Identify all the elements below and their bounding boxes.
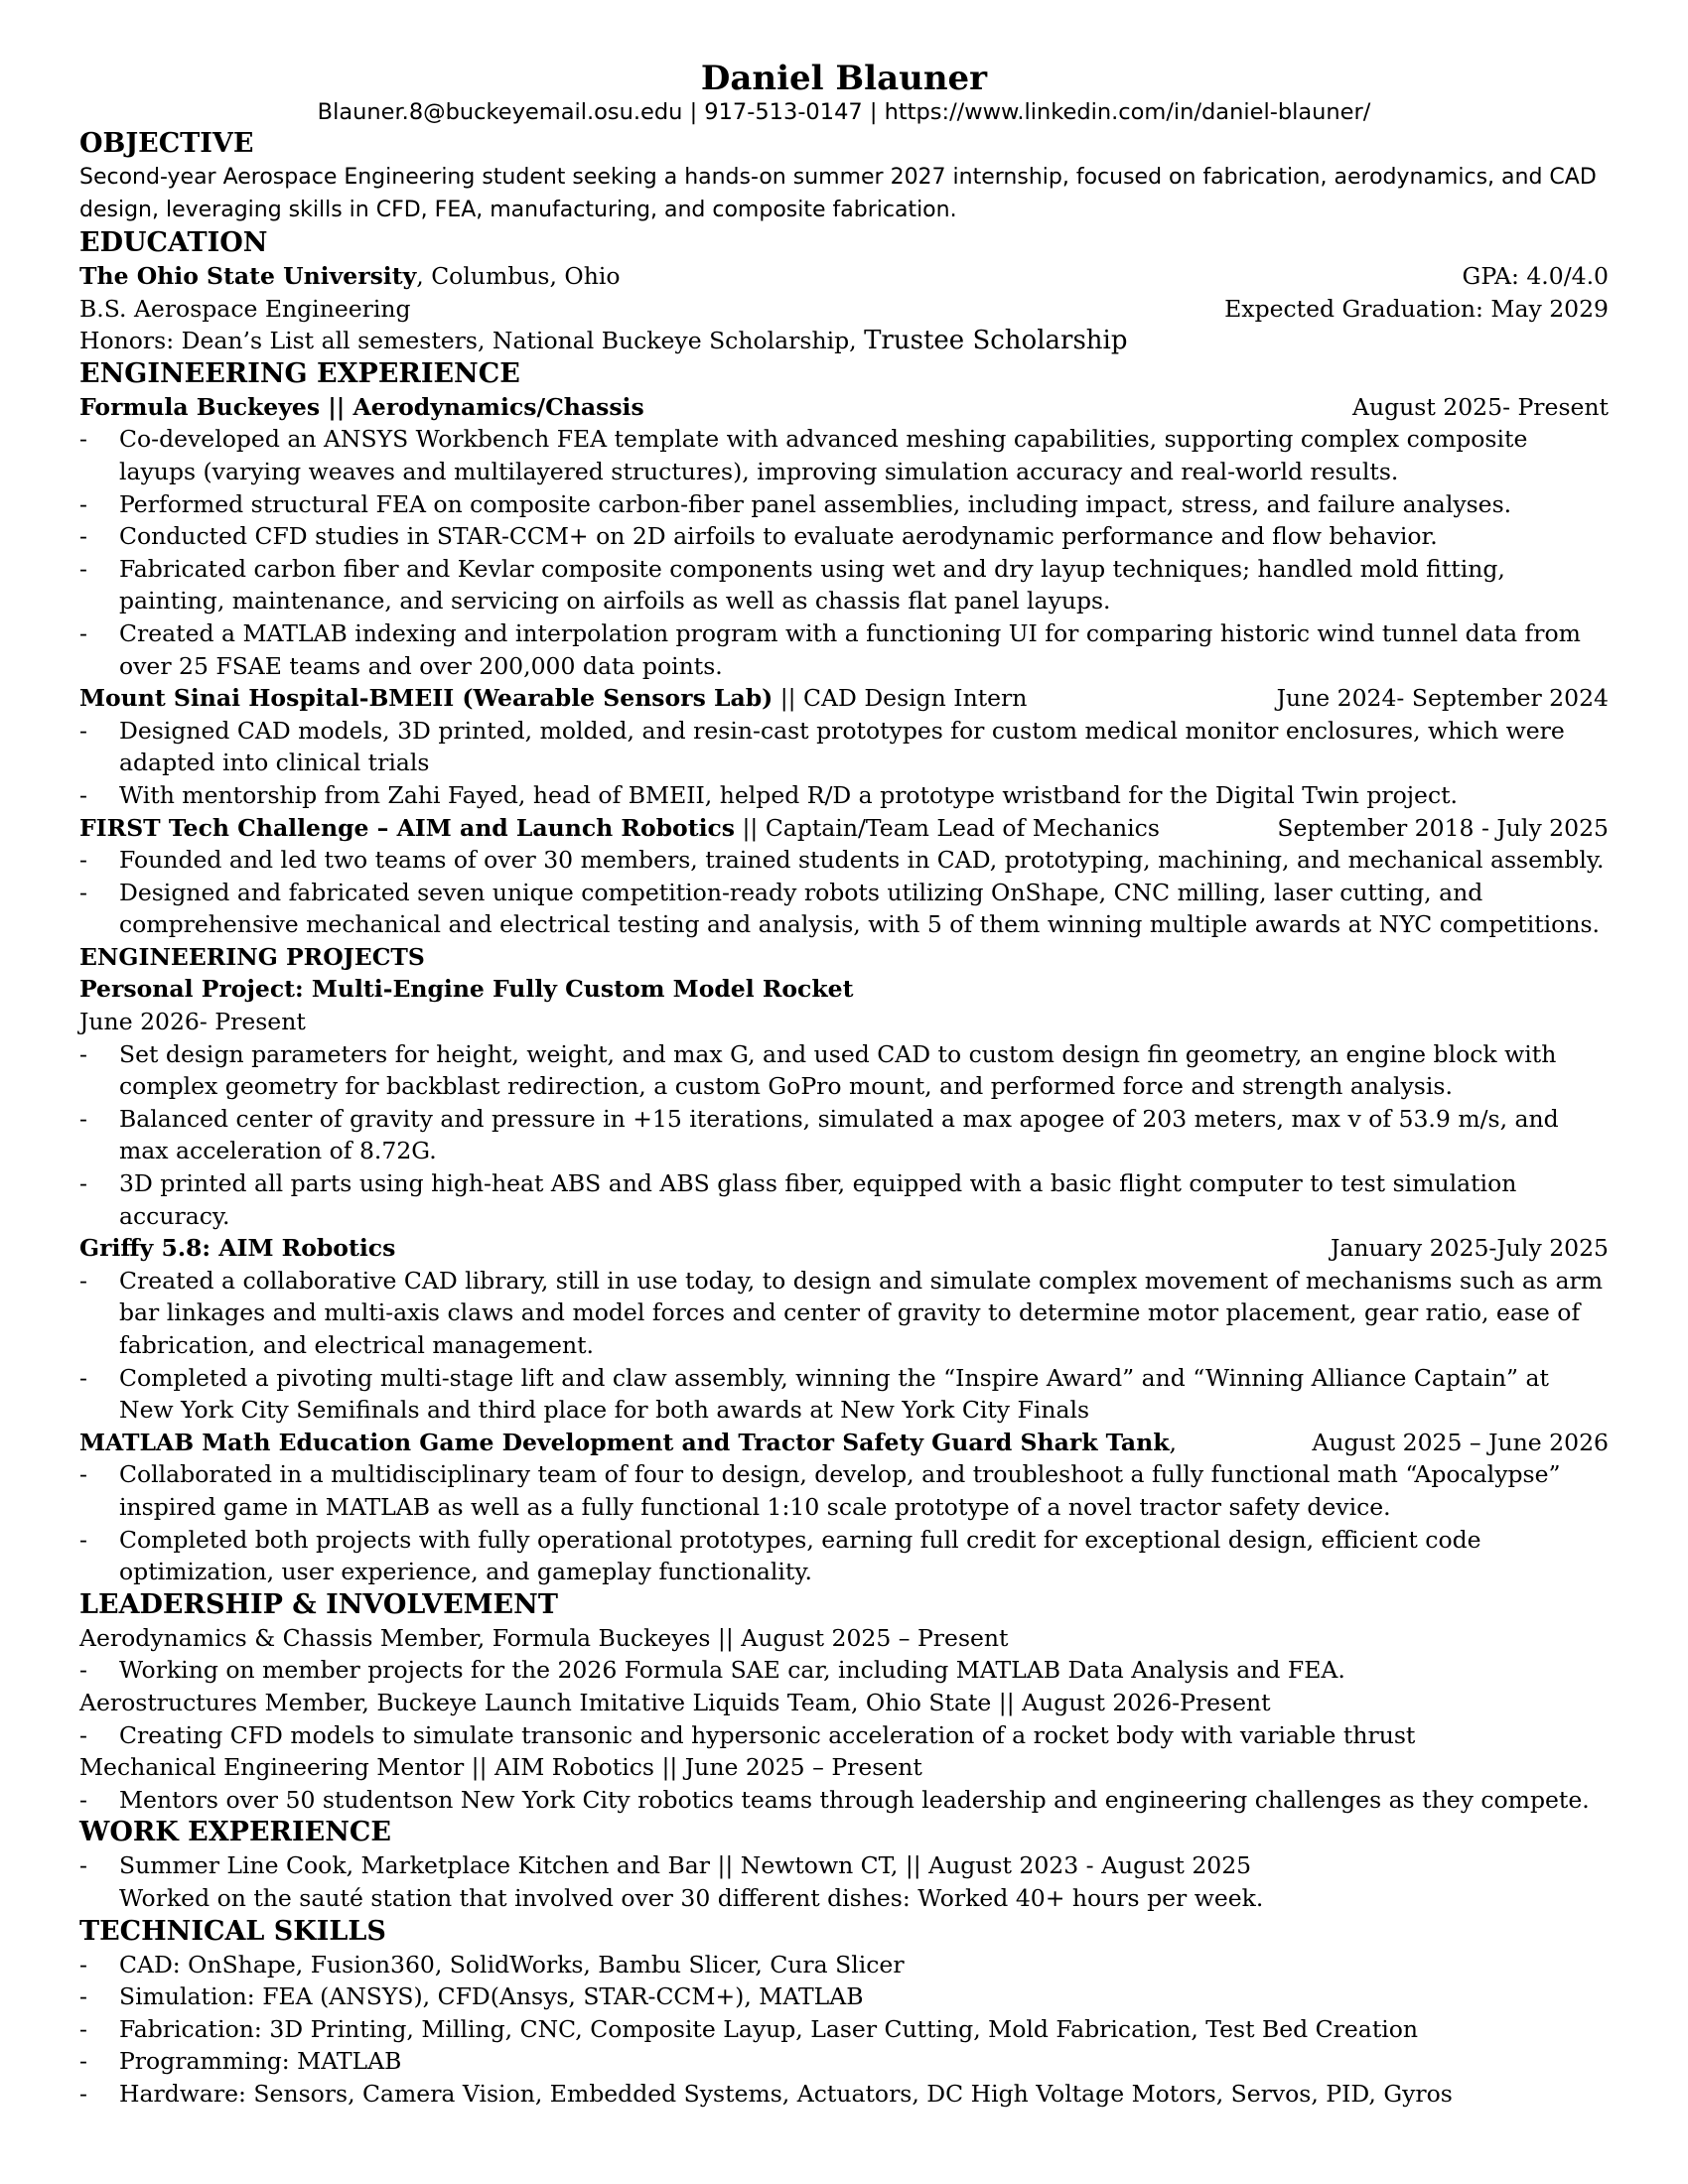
project-header xyxy=(79,1427,1609,1459)
school-name: The Ohio State University xyxy=(79,262,417,290)
job-title-line xyxy=(79,812,1160,845)
contact-line: Blauner.8@buckeyemail.osu.edu | 917-513-0147 | https://www.linkedin.com/in/daniel-blauner/ xyxy=(317,99,1371,125)
leadership-bullets xyxy=(79,1784,1609,1817)
objective-heading: OBJECTIVE xyxy=(79,128,254,159)
honors-extra: Trustee Scholarship xyxy=(864,326,1128,356)
project-bullets xyxy=(79,1458,1609,1587)
education-school-row xyxy=(79,260,1609,293)
bullet-item: - With mentorship from Zahi Fayed, head of BMEII, helped R/D a prototype wristband for the Digital Twin project. xyxy=(79,779,1609,812)
work-detail: Worked on the sauté station that involved over 30 different dishes: Worked 40+ hours per week. xyxy=(119,1883,1264,1912)
bullet-item: - Summer Line Cook, Marketplace Kitchen and Bar || Newtown CT, || August 2023 - August 2025 xyxy=(79,1849,1609,1882)
job-header xyxy=(79,391,1609,424)
education-heading: EDUCATION xyxy=(79,227,268,258)
job-bullets xyxy=(79,715,1609,812)
leadership-title: Mechanical Engineering Mentor || AIM Robotics || June 2025 – Present xyxy=(79,1753,922,1782)
bullet-item: - Designed and fabricated seven unique competition-ready robots utilizing OnShape, CNC milling, laser cutting, and comprehensive mechanical and electrical testing and analysis, with 5 of them winning multiple awards at NYC competitions. xyxy=(79,877,1609,941)
gpa: GPA: 4.0/4.0 xyxy=(1462,262,1609,290)
job-role: || Captain/Team Lead of Mechanics xyxy=(735,813,1160,842)
skill-item: - Simulation: FEA (ANSYS), CFD(Ansys, STAR-CCM+), MATLAB xyxy=(79,1980,1609,2013)
project-bullets xyxy=(79,1038,1609,1233)
job-title: FIRST Tech Challenge – AIM and Launch Robotics xyxy=(79,813,736,842)
bullet-item: - Set design parameters for height, weight, and max G, and used CAD to custom design fin geometry, an engine block with complex geometry for backblast redirection, a custom GoPro mount, and performed force and strength analysis. xyxy=(79,1038,1609,1103)
leadership-heading: LEADERSHIP & INVOLVEMENT xyxy=(79,1588,558,1620)
graduation-date: Expected Graduation: May 2029 xyxy=(1224,294,1609,323)
bullet-item: - Performed structural FEA on composite carbon-fiber panel assemblies, including impact, stress, and failure analyses. xyxy=(79,488,1609,521)
job-bullets xyxy=(79,423,1609,682)
resume-page xyxy=(79,60,1609,2110)
bullet-item: - Balanced center of gravity and pressure in +15 iterations, simulated a max apogee of 203 meters, max v of 53.9 m/s, and max acceleration of 8.72G. xyxy=(79,1103,1609,1167)
leadership-bullets xyxy=(79,1654,1609,1687)
work-bullets xyxy=(79,1849,1609,1882)
project-date: January 2025-July 2025 xyxy=(1330,1234,1609,1263)
bullet-item: - Collaborated in a multidisciplinary team of four to design, develop, and troubleshoot a fully functional math “Apocalypse” inspired game in MATLAB as well as a fully functional 1:10 scale prototype of a novel tractor safety device. xyxy=(79,1458,1609,1523)
job-bullets xyxy=(79,844,1609,941)
bullet-item: - Created a MATLAB indexing and interpolation program with a functioning UI for comparing historic wind tunnel data from over 25 FSAE teams and over 200,000 data points. xyxy=(79,617,1609,682)
job-date: September 2018 - July 2025 xyxy=(1277,813,1609,842)
bullet-item: - Created a collaborative CAD library, still in use today, to design and simulate complex movement of mechanisms such as arm bar linkages and multi-axis claws and model forces and center of gravity to determine motor placement, gear ratio, ease of fabrication, and electrical management. xyxy=(79,1265,1609,1362)
projects-heading: ENGINEERING PROJECTS xyxy=(79,942,425,971)
job-title-line xyxy=(79,391,644,424)
bullet-item: - Completed a pivoting multi-stage lift and claw assembly, winning the “Inspire Award” and “Winning Alliance Captain” at New York City Semifinals and third place for both awards at New York City Finals xyxy=(79,1362,1609,1427)
project-date: June 2026- Present xyxy=(79,1008,306,1036)
skills-heading: TECHNICAL SKILLS xyxy=(79,1915,386,1947)
leadership-bullets xyxy=(79,1719,1609,1752)
job-date: August 2025- Present xyxy=(1352,392,1609,421)
project-title-suffix: , xyxy=(1169,1428,1177,1456)
project-bullets xyxy=(79,1265,1609,1427)
job-title: Formula Buckeyes || Aerodynamics/Chassis xyxy=(79,392,644,421)
candidate-name: Daniel Blauner xyxy=(700,59,988,98)
degree: B.S. Aerospace Engineering xyxy=(79,294,411,323)
project-title-line xyxy=(79,1427,1177,1459)
education-degree-row xyxy=(79,293,1609,326)
skills-list xyxy=(79,1949,1609,2111)
education-school-line xyxy=(79,260,621,293)
bullet-item: - 3D printed all parts using high-heat ABS and ABS glass fiber, equipped with a basic flight computer to test simulation accuracy. xyxy=(79,1167,1609,1232)
bullet-item: - Creating CFD models to simulate transonic and hypersonic acceleration of a rocket body with variable thrust xyxy=(79,1719,1609,1752)
honors: Honors: Dean’s List all semesters, National Buckeye Scholarship, xyxy=(79,327,865,355)
honors-line xyxy=(79,325,1609,357)
bullet-item: - Working on member projects for the 2026 Formula SAE car, including MATLAB Data Analysis and FEA. xyxy=(79,1654,1609,1687)
project-title: MATLAB Math Education Game Development and Tractor Safety Guard Shark Tank xyxy=(79,1428,1170,1456)
job-date: June 2024- September 2024 xyxy=(1276,684,1609,713)
job-title: Mount Sinai Hospital-BMEII (Wearable Sensors Lab) xyxy=(79,684,774,713)
job-header xyxy=(79,812,1609,845)
experience-heading: ENGINEERING EXPERIENCE xyxy=(79,357,520,389)
bullet-item: - Completed both projects with fully operational prototypes, earning full credit for exceptional design, efficient code optimization, user experience, and gameplay functionality. xyxy=(79,1524,1609,1588)
project-title: Personal Project: Multi-Engine Fully Custom Model Rocket xyxy=(79,975,854,1004)
school-location: , Columbus, Ohio xyxy=(416,262,621,290)
job-role: || CAD Design Intern xyxy=(773,684,1028,713)
skill-item: - Hardware: Sensors, Camera Vision, Embedded Systems, Actuators, DC High Voltage Motors, Servos, PID, Gyros xyxy=(79,2078,1609,2111)
bullet-item: - Designed CAD models, 3D printed, molded, and resin-cast prototypes for custom medical monitor enclosures, which were adapted into clinical trials xyxy=(79,715,1609,779)
bullet-item: - Co-developed an ANSYS Workbench FEA template with advanced meshing capabilities, supporting complex composite layups (varying weaves and multilayered structures), improving simulation accuracy and real-world results. xyxy=(79,423,1609,487)
bullet-item: - Fabricated carbon fiber and Kevlar composite components using wet and dry layup techniques; handled mold fitting, painting, maintenance, and servicing on airfoils as well as chassis flat panel layups. xyxy=(79,553,1609,617)
leadership-title: Aerodynamics & Chassis Member, Formula Buckeyes || August 2025 – Present xyxy=(79,1623,1009,1652)
bullet-item: - Mentors over 50 studentson New York City robotics teams through leadership and engineering challenges as they compete. xyxy=(79,1784,1609,1817)
job-title-line xyxy=(79,682,1027,715)
project-header xyxy=(79,1232,1609,1265)
work-heading: WORK EXPERIENCE xyxy=(79,1817,391,1848)
project-title: Griffy 5.8: AIM Robotics xyxy=(79,1234,396,1263)
project-date: August 2025 – June 2026 xyxy=(1312,1428,1609,1456)
skill-item: - Fabrication: 3D Printing, Milling, CNC, Composite Layup, Laser Cutting, Mold Fabrication, Test Bed Creation xyxy=(79,2013,1609,2046)
objective-text: Second-year Aerospace Engineering student seeking a hands-on summer 2027 internship, focused on fabrication, aerodynamics, and CAD design, leveraging skills in CFD, FEA, manufacturing, and composite fabrication. xyxy=(79,165,1597,222)
skill-item: - CAD: OnShape, Fusion360, SolidWorks, Bambu Slicer, Cura Slicer xyxy=(79,1949,1609,1981)
leadership-title: Aerostructures Member, Buckeye Launch Imitative Liquids Team, Ohio State || August 2026-Present xyxy=(79,1688,1271,1716)
skill-item: - Programming: MATLAB xyxy=(79,2045,1609,2078)
bullet-item: - Founded and led two teams of over 30 members, trained students in CAD, prototyping, machining, and mechanical assembly. xyxy=(79,844,1609,877)
bullet-item: - Conducted CFD studies in STAR-CCM+ on 2D airfoils to evaluate aerodynamic performance and flow behavior. xyxy=(79,520,1609,553)
job-header xyxy=(79,682,1609,715)
